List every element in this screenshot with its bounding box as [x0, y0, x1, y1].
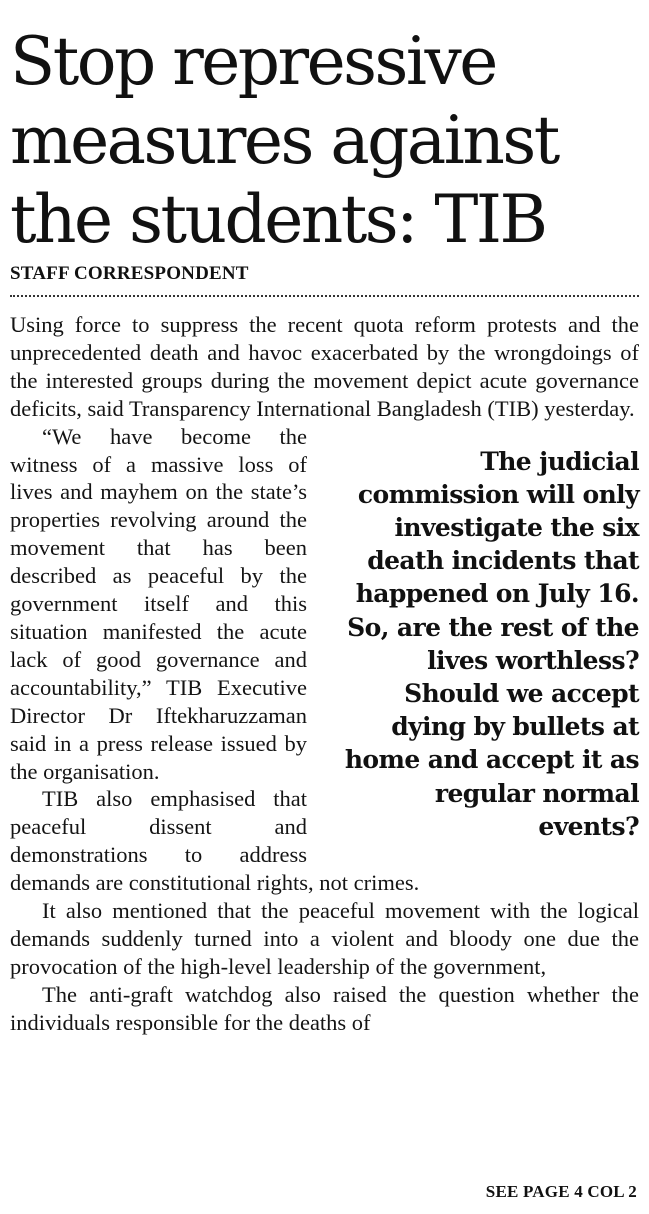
headline-line: measures against: [10, 102, 558, 179]
headline-line: Stop repressive: [10, 23, 496, 100]
headline: [10, 0, 639, 259]
continued-on-page[interactable]: SEE PAGE 4 COL 2: [485, 1182, 637, 1201]
dotted-divider: [10, 295, 639, 297]
paragraph-lead: Using force to suppress the recent quota reform protests and the unprecedented death and havoc exacerbated by the wrongdoings of the interested groups during the movement depict acute governance deficits, said Transparency International Bangladesh (TIB) yesterday.: [10, 312, 639, 421]
paragraph: TIB also emphasised that peaceful dissent and demonstrations to address demands are constitutional rights, not crimes.: [10, 786, 420, 896]
paragraph: It also mentioned that the peaceful movement with the logical demands suddenly turned into a violent and bloody one due the provocation of the high-level leadership of the government,: [10, 898, 639, 979]
byline: STAFF CORRESPONDENT: [10, 263, 249, 284]
headline-line: the students: TIB: [10, 181, 546, 258]
news-article: [10, 0, 639, 1214]
article-body: [10, 311, 639, 1037]
paragraph: The anti-graft watchdog also raised the question whether the individuals responsible for the deaths of: [10, 981, 639, 1035]
pull-quote: The judicial commission will only investigate the six death incidents that happened on July 16. So, are the rest of the lives worthless? Should we accept dying by bullets at home and accept it as regular normal events?: [344, 446, 639, 841]
paragraph-quote: “We have become the witness of a massive loss of lives and mayhem on the state’s properties revolving around the movement that has been described as peaceful by the government itself and this situation manifested the acute lack of good governance and accountability,” TIB Executive Director Dr Iftekharuzzaman said in a press release issued by the organisation.: [10, 423, 307, 784]
